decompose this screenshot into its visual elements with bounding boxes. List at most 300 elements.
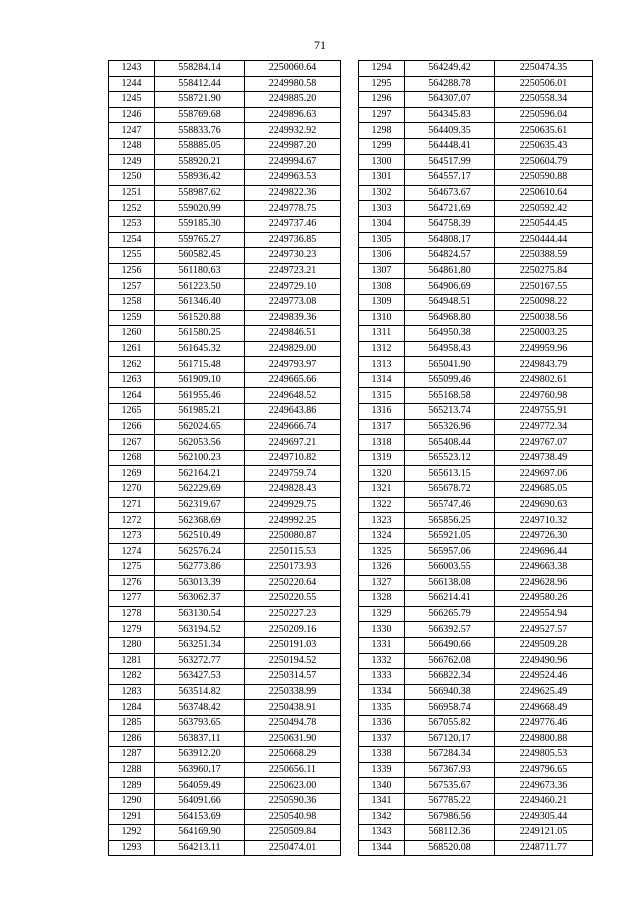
table-row — [109, 731, 341, 747]
table-row — [109, 248, 341, 264]
x-coordinate-cell: 564517.99 — [405, 154, 495, 170]
x-coordinate-cell: 559765.27 — [155, 232, 245, 248]
point-number-cell: 1308 — [359, 279, 405, 295]
point-number-cell: 1255 — [109, 248, 155, 264]
x-coordinate-cell: 562368.69 — [155, 513, 245, 529]
y-coordinate-cell: 2250635.61 — [495, 123, 593, 139]
y-coordinate-cell: 2250098.22 — [495, 294, 593, 310]
point-number-cell: 1244 — [109, 76, 155, 92]
table-row — [109, 560, 341, 576]
x-coordinate-cell: 563194.52 — [155, 622, 245, 638]
x-coordinate-cell: 563272.77 — [155, 653, 245, 669]
table-row — [109, 310, 341, 326]
x-coordinate-cell: 565408.44 — [405, 435, 495, 451]
y-coordinate-cell: 2249643.86 — [245, 404, 341, 420]
table-row — [109, 107, 341, 123]
y-coordinate-cell: 2250314.57 — [245, 669, 341, 685]
y-coordinate-cell: 2249963.53 — [245, 170, 341, 186]
table-row — [359, 76, 593, 92]
table-row — [359, 497, 593, 513]
y-coordinate-cell: 2250596.04 — [495, 107, 593, 123]
y-coordinate-cell: 2249665.66 — [245, 372, 341, 388]
point-number-cell: 1276 — [109, 575, 155, 591]
table-row — [359, 279, 593, 295]
x-coordinate-cell: 566940.38 — [405, 684, 495, 700]
x-coordinate-cell: 564673.67 — [405, 185, 495, 201]
y-coordinate-cell: 2249987.20 — [245, 138, 341, 154]
point-number-cell: 1274 — [109, 544, 155, 560]
x-coordinate-cell: 565523.12 — [405, 450, 495, 466]
y-coordinate-cell: 2249690.63 — [495, 497, 593, 513]
point-number-cell: 1259 — [109, 310, 155, 326]
y-coordinate-cell: 2250388.59 — [495, 248, 593, 264]
point-number-cell: 1310 — [359, 310, 405, 326]
table-row — [359, 840, 593, 856]
point-number-cell: 1247 — [109, 123, 155, 139]
table-row — [359, 591, 593, 607]
x-coordinate-cell: 564906.69 — [405, 279, 495, 295]
x-coordinate-cell: 564249.42 — [405, 61, 495, 77]
point-number-cell: 1320 — [359, 466, 405, 482]
x-coordinate-cell: 558885.05 — [155, 138, 245, 154]
y-coordinate-cell: 2249896.63 — [245, 107, 341, 123]
x-coordinate-cell: 562773.86 — [155, 560, 245, 576]
point-number-cell: 1285 — [109, 715, 155, 731]
table-row — [359, 482, 593, 498]
x-coordinate-cell: 565921.05 — [405, 528, 495, 544]
y-coordinate-cell: 2250558.34 — [495, 92, 593, 108]
table-row — [109, 419, 341, 435]
x-coordinate-cell: 565326.96 — [405, 419, 495, 435]
table-row — [109, 575, 341, 591]
y-coordinate-cell: 2250544.45 — [495, 216, 593, 232]
y-coordinate-cell: 2249772.34 — [495, 419, 593, 435]
coordinates-table-left — [108, 60, 341, 856]
table-row — [359, 778, 593, 794]
y-coordinate-cell: 2249710.32 — [495, 513, 593, 529]
x-coordinate-cell: 565856.25 — [405, 513, 495, 529]
table-row — [359, 513, 593, 529]
table-row — [359, 622, 593, 638]
y-coordinate-cell: 2250209.16 — [245, 622, 341, 638]
y-coordinate-cell: 2250275.84 — [495, 263, 593, 279]
point-number-cell: 1284 — [109, 700, 155, 716]
point-number-cell: 1321 — [359, 482, 405, 498]
y-coordinate-cell: 2249796.65 — [495, 762, 593, 778]
table-row — [109, 669, 341, 685]
point-number-cell: 1286 — [109, 731, 155, 747]
point-number-cell: 1262 — [109, 357, 155, 373]
y-coordinate-cell: 2249527.57 — [495, 622, 593, 638]
point-number-cell: 1275 — [109, 560, 155, 576]
point-number-cell: 1291 — [109, 809, 155, 825]
x-coordinate-cell: 566265.79 — [405, 606, 495, 622]
table-row — [359, 825, 593, 841]
y-coordinate-cell: 2249829.00 — [245, 341, 341, 357]
point-number-cell: 1338 — [359, 747, 405, 763]
y-coordinate-cell: 2249663.38 — [495, 560, 593, 576]
point-number-cell: 1327 — [359, 575, 405, 591]
y-coordinate-cell: 2249992.25 — [245, 513, 341, 529]
point-number-cell: 1254 — [109, 232, 155, 248]
table-row — [359, 341, 593, 357]
table-row — [109, 435, 341, 451]
table-row — [359, 185, 593, 201]
x-coordinate-cell: 568520.08 — [405, 840, 495, 856]
x-coordinate-cell: 563793.65 — [155, 715, 245, 731]
y-coordinate-cell: 2250227.23 — [245, 606, 341, 622]
point-number-cell: 1250 — [109, 170, 155, 186]
x-coordinate-cell: 565747.46 — [405, 497, 495, 513]
table-row — [109, 216, 341, 232]
point-number-cell: 1307 — [359, 263, 405, 279]
x-coordinate-cell: 564169.90 — [155, 825, 245, 841]
x-coordinate-cell: 559185.30 — [155, 216, 245, 232]
table-row — [109, 809, 341, 825]
x-coordinate-cell: 567986.56 — [405, 809, 495, 825]
x-coordinate-cell: 568112.36 — [405, 825, 495, 841]
table-row — [359, 61, 593, 77]
table-row — [109, 326, 341, 342]
x-coordinate-cell: 562510.49 — [155, 528, 245, 544]
y-coordinate-cell: 2250590.36 — [245, 793, 341, 809]
y-coordinate-cell: 2250631.90 — [245, 731, 341, 747]
y-coordinate-cell: 2249839.36 — [245, 310, 341, 326]
point-number-cell: 1264 — [109, 388, 155, 404]
x-coordinate-cell: 564409.35 — [405, 123, 495, 139]
table-row — [359, 528, 593, 544]
point-number-cell: 1335 — [359, 700, 405, 716]
point-number-cell: 1292 — [109, 825, 155, 841]
y-coordinate-cell: 2249828.43 — [245, 482, 341, 498]
table-row — [359, 560, 593, 576]
table-row — [359, 747, 593, 763]
table-row — [109, 606, 341, 622]
table-row — [359, 700, 593, 716]
table-row — [109, 232, 341, 248]
point-number-cell: 1269 — [109, 466, 155, 482]
point-number-cell: 1248 — [109, 138, 155, 154]
table-row — [109, 528, 341, 544]
y-coordinate-cell: 2249580.26 — [495, 591, 593, 607]
y-coordinate-cell: 2249773.08 — [245, 294, 341, 310]
point-number-cell: 1260 — [109, 326, 155, 342]
y-coordinate-cell: 2249767.07 — [495, 435, 593, 451]
point-number-cell: 1263 — [109, 372, 155, 388]
y-coordinate-cell: 2249793.97 — [245, 357, 341, 373]
table-row — [109, 76, 341, 92]
x-coordinate-cell: 564307.07 — [405, 92, 495, 108]
y-coordinate-cell: 2250656.11 — [245, 762, 341, 778]
y-coordinate-cell: 2250080.87 — [245, 528, 341, 544]
y-coordinate-cell: 2249490.96 — [495, 653, 593, 669]
x-coordinate-cell: 558721.90 — [155, 92, 245, 108]
y-coordinate-cell: 2249738.49 — [495, 450, 593, 466]
point-number-cell: 1278 — [109, 606, 155, 622]
table-row — [109, 591, 341, 607]
table-row — [359, 684, 593, 700]
point-number-cell: 1325 — [359, 544, 405, 560]
y-coordinate-cell: 2249668.49 — [495, 700, 593, 716]
table-row — [359, 731, 593, 747]
y-coordinate-cell: 2250509.84 — [245, 825, 341, 841]
x-coordinate-cell: 561909.10 — [155, 372, 245, 388]
table-row — [359, 92, 593, 108]
table-row — [109, 92, 341, 108]
table-row — [359, 372, 593, 388]
table-row — [109, 622, 341, 638]
point-number-cell: 1324 — [359, 528, 405, 544]
x-coordinate-cell: 564758.39 — [405, 216, 495, 232]
table-row — [359, 388, 593, 404]
x-coordinate-cell: 563427.53 — [155, 669, 245, 685]
y-coordinate-cell: 2250474.01 — [245, 840, 341, 856]
table-row — [359, 435, 593, 451]
y-coordinate-cell: 2250668.29 — [245, 747, 341, 763]
point-number-cell: 1252 — [109, 201, 155, 217]
y-coordinate-cell: 2249843.79 — [495, 357, 593, 373]
x-coordinate-cell: 563748.42 — [155, 700, 245, 716]
table-row — [109, 294, 341, 310]
table-row — [359, 653, 593, 669]
x-coordinate-cell: 558284.14 — [155, 61, 245, 77]
y-coordinate-cell: 2249932.92 — [245, 123, 341, 139]
x-coordinate-cell: 561520.88 — [155, 310, 245, 326]
table-row — [359, 793, 593, 809]
x-coordinate-cell: 567120.17 — [405, 731, 495, 747]
table-row — [109, 466, 341, 482]
table-row — [109, 61, 341, 77]
x-coordinate-cell: 565041.90 — [405, 357, 495, 373]
point-number-cell: 1302 — [359, 185, 405, 201]
point-number-cell: 1267 — [109, 435, 155, 451]
x-coordinate-cell: 561346.40 — [155, 294, 245, 310]
x-coordinate-cell: 563130.54 — [155, 606, 245, 622]
point-number-cell: 1256 — [109, 263, 155, 279]
y-coordinate-cell: 2250167.55 — [495, 279, 593, 295]
y-coordinate-cell: 2249121.05 — [495, 825, 593, 841]
y-coordinate-cell: 2250173.93 — [245, 560, 341, 576]
x-coordinate-cell: 567055.82 — [405, 715, 495, 731]
x-coordinate-cell: 564968.80 — [405, 310, 495, 326]
table-row — [109, 840, 341, 856]
x-coordinate-cell: 565168.58 — [405, 388, 495, 404]
x-coordinate-cell: 561645.32 — [155, 341, 245, 357]
table-row — [109, 450, 341, 466]
coordinates-table-right — [358, 60, 593, 856]
point-number-cell: 1317 — [359, 419, 405, 435]
point-number-cell: 1289 — [109, 778, 155, 794]
point-number-cell: 1328 — [359, 591, 405, 607]
x-coordinate-cell: 563514.82 — [155, 684, 245, 700]
x-coordinate-cell: 558833.76 — [155, 123, 245, 139]
table-row — [109, 778, 341, 794]
point-number-cell: 1339 — [359, 762, 405, 778]
x-coordinate-cell: 558769.68 — [155, 107, 245, 123]
x-coordinate-cell: 563013.39 — [155, 575, 245, 591]
x-coordinate-cell: 566392.57 — [405, 622, 495, 638]
table-row — [359, 762, 593, 778]
point-number-cell: 1313 — [359, 357, 405, 373]
table-row — [109, 372, 341, 388]
y-coordinate-cell: 2250506.01 — [495, 76, 593, 92]
table-row — [359, 575, 593, 591]
point-number-cell: 1314 — [359, 372, 405, 388]
x-coordinate-cell: 564448.41 — [405, 138, 495, 154]
table-row — [359, 248, 593, 264]
table-row — [359, 263, 593, 279]
table-row — [359, 170, 593, 186]
point-number-cell: 1304 — [359, 216, 405, 232]
y-coordinate-cell: 2249509.28 — [495, 637, 593, 653]
point-number-cell: 1277 — [109, 591, 155, 607]
x-coordinate-cell: 561715.48 — [155, 357, 245, 373]
point-number-cell: 1301 — [359, 170, 405, 186]
point-number-cell: 1329 — [359, 606, 405, 622]
table-row — [109, 357, 341, 373]
x-coordinate-cell: 566762.08 — [405, 653, 495, 669]
y-coordinate-cell: 2249524.46 — [495, 669, 593, 685]
x-coordinate-cell: 562164.21 — [155, 466, 245, 482]
point-number-cell: 1336 — [359, 715, 405, 731]
point-number-cell: 1282 — [109, 669, 155, 685]
point-number-cell: 1296 — [359, 92, 405, 108]
x-coordinate-cell: 561580.25 — [155, 326, 245, 342]
table-row — [109, 201, 341, 217]
point-number-cell: 1342 — [359, 809, 405, 825]
point-number-cell: 1303 — [359, 201, 405, 217]
y-coordinate-cell: 2249726.30 — [495, 528, 593, 544]
x-coordinate-cell: 567284.34 — [405, 747, 495, 763]
y-coordinate-cell: 2249697.06 — [495, 466, 593, 482]
table-row — [359, 107, 593, 123]
table-row — [359, 606, 593, 622]
table-row — [359, 201, 593, 217]
x-coordinate-cell: 565099.46 — [405, 372, 495, 388]
y-coordinate-cell: 2249800.88 — [495, 731, 593, 747]
y-coordinate-cell: 2250060.64 — [245, 61, 341, 77]
point-number-cell: 1290 — [109, 793, 155, 809]
point-number-cell: 1319 — [359, 450, 405, 466]
table-row — [109, 653, 341, 669]
y-coordinate-cell: 2250592.42 — [495, 201, 593, 217]
x-coordinate-cell: 562229.69 — [155, 482, 245, 498]
point-number-cell: 1246 — [109, 107, 155, 123]
point-number-cell: 1316 — [359, 404, 405, 420]
point-number-cell: 1340 — [359, 778, 405, 794]
point-number-cell: 1344 — [359, 840, 405, 856]
x-coordinate-cell: 565678.72 — [405, 482, 495, 498]
table-row — [359, 216, 593, 232]
y-coordinate-cell: 2248711.77 — [495, 840, 593, 856]
table-row — [359, 450, 593, 466]
x-coordinate-cell: 563251.34 — [155, 637, 245, 653]
x-coordinate-cell: 562100.23 — [155, 450, 245, 466]
y-coordinate-cell: 2250474.35 — [495, 61, 593, 77]
point-number-cell: 1330 — [359, 622, 405, 638]
y-coordinate-cell: 2249846.51 — [245, 326, 341, 342]
x-coordinate-cell: 560582.45 — [155, 248, 245, 264]
point-number-cell: 1331 — [359, 637, 405, 653]
table-row — [359, 809, 593, 825]
x-coordinate-cell: 563062.37 — [155, 591, 245, 607]
point-number-cell: 1305 — [359, 232, 405, 248]
table-row — [109, 279, 341, 295]
x-coordinate-cell: 562024.65 — [155, 419, 245, 435]
point-number-cell: 1249 — [109, 154, 155, 170]
point-number-cell: 1300 — [359, 154, 405, 170]
y-coordinate-cell: 2250438.91 — [245, 700, 341, 716]
y-coordinate-cell: 2250444.44 — [495, 232, 593, 248]
y-coordinate-cell: 2250623.00 — [245, 778, 341, 794]
x-coordinate-cell: 567535.67 — [405, 778, 495, 794]
table-row — [109, 263, 341, 279]
table-row — [359, 466, 593, 482]
table-row — [359, 637, 593, 653]
x-coordinate-cell: 564958.43 — [405, 341, 495, 357]
y-coordinate-cell: 2249802.61 — [495, 372, 593, 388]
x-coordinate-cell: 564861.80 — [405, 263, 495, 279]
y-coordinate-cell: 2250003.25 — [495, 326, 593, 342]
x-coordinate-cell: 561223.50 — [155, 279, 245, 295]
point-number-cell: 1270 — [109, 482, 155, 498]
point-number-cell: 1323 — [359, 513, 405, 529]
table-row — [109, 482, 341, 498]
x-coordinate-cell: 564557.17 — [405, 170, 495, 186]
y-coordinate-cell: 2249697.21 — [245, 435, 341, 451]
y-coordinate-cell: 2250604.79 — [495, 154, 593, 170]
y-coordinate-cell: 2249994.67 — [245, 154, 341, 170]
y-coordinate-cell: 2249980.58 — [245, 76, 341, 92]
table-row — [359, 357, 593, 373]
x-coordinate-cell: 562319.67 — [155, 497, 245, 513]
point-number-cell: 1298 — [359, 123, 405, 139]
point-number-cell: 1293 — [109, 840, 155, 856]
point-number-cell: 1318 — [359, 435, 405, 451]
x-coordinate-cell: 564213.11 — [155, 840, 245, 856]
x-coordinate-cell: 564153.69 — [155, 809, 245, 825]
point-number-cell: 1311 — [359, 326, 405, 342]
y-coordinate-cell: 2249959.96 — [495, 341, 593, 357]
table-row — [109, 388, 341, 404]
x-coordinate-cell: 563960.17 — [155, 762, 245, 778]
point-number-cell: 1332 — [359, 653, 405, 669]
x-coordinate-cell: 565613.15 — [405, 466, 495, 482]
y-coordinate-cell: 2249648.52 — [245, 388, 341, 404]
table-row — [109, 185, 341, 201]
table-row — [109, 700, 341, 716]
y-coordinate-cell: 2250338.99 — [245, 684, 341, 700]
y-coordinate-cell: 2250610.64 — [495, 185, 593, 201]
x-coordinate-cell: 566138.08 — [405, 575, 495, 591]
table-row — [109, 138, 341, 154]
x-coordinate-cell: 566003.55 — [405, 560, 495, 576]
table-row — [109, 684, 341, 700]
table-row — [359, 326, 593, 342]
point-number-cell: 1299 — [359, 138, 405, 154]
table-row — [109, 715, 341, 731]
x-coordinate-cell: 563837.11 — [155, 731, 245, 747]
x-coordinate-cell: 566214.41 — [405, 591, 495, 607]
page-number: 71 — [314, 38, 326, 52]
point-number-cell: 1281 — [109, 653, 155, 669]
table-row — [359, 544, 593, 560]
x-coordinate-cell: 567367.93 — [405, 762, 495, 778]
y-coordinate-cell: 2249460.21 — [495, 793, 593, 809]
y-coordinate-cell: 2249625.49 — [495, 684, 593, 700]
point-number-cell: 1343 — [359, 825, 405, 841]
point-number-cell: 1334 — [359, 684, 405, 700]
